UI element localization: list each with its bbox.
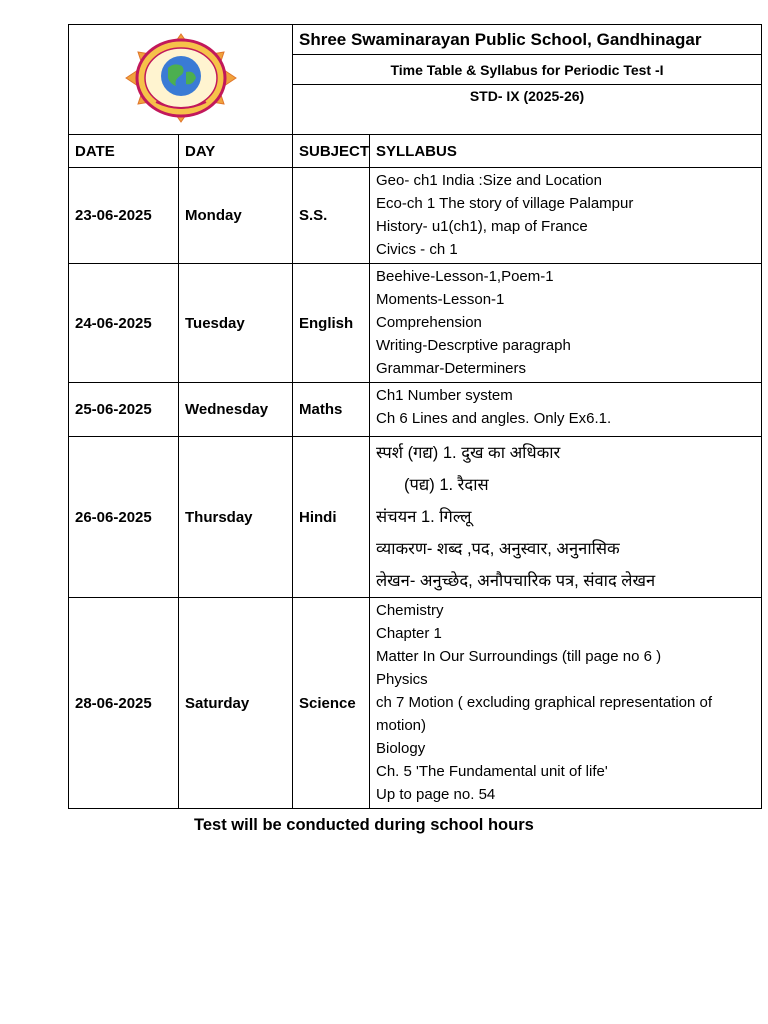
- column-header-subject: SUBJECT: [293, 135, 370, 168]
- syllabus-line: Geo- ch1 India :Size and Location: [376, 172, 602, 189]
- syllabus-line: Up to page no. 54: [376, 786, 496, 803]
- syllabus-line: Ch1 Number system: [376, 387, 513, 404]
- day-cell: Saturday: [179, 598, 293, 809]
- school-name: Shree Swaminarayan Public School, Gandhinagar: [293, 25, 762, 55]
- column-header-syllabus: SYLLABUS: [370, 135, 762, 168]
- date-cell: 26-06-2025: [69, 437, 179, 598]
- table-row: [69, 383, 762, 437]
- syllabus-line: संचयन 1. गिल्लू: [376, 508, 472, 526]
- syllabus-line: Moments-Lesson-1: [376, 291, 505, 308]
- syllabus-line: Ch. 5 'The Fundamental unit of life': [376, 763, 608, 780]
- date-cell: 24-06-2025: [69, 264, 179, 383]
- syllabus-cell: [370, 598, 762, 809]
- syllabus-line: Eco-ch 1 The story of village Palampur: [376, 195, 634, 212]
- logo-cell: [69, 25, 293, 135]
- timetable: [68, 24, 762, 809]
- column-header-day: DAY: [179, 135, 293, 168]
- syllabus-line: ch 7 Motion ( excluding graphical representation of motion): [376, 694, 713, 734]
- syllabus-line: Beehive-Lesson-1,Poem-1: [376, 268, 554, 285]
- syllabus-line: स्पर्श (गद्य) 1. दुख का अधिकार: [376, 444, 561, 462]
- syllabus-line: (पद्य) 1. रैदास: [404, 476, 489, 494]
- syllabus-cell: [370, 168, 762, 264]
- timetable-title: Time Table & Syllabus for Periodic Test -I: [293, 55, 762, 85]
- day-cell: Monday: [179, 168, 293, 264]
- syllabus-line: Comprehension: [376, 314, 482, 331]
- subject-cell: S.S.: [293, 168, 370, 264]
- syllabus-line: Chemistry: [376, 602, 444, 619]
- syllabus-line: Physics: [376, 671, 428, 688]
- day-cell: Thursday: [179, 437, 293, 598]
- syllabus-cell: [370, 264, 762, 383]
- column-header-row: [69, 135, 762, 168]
- syllabus-cell: [370, 437, 762, 598]
- footer-note: Test will be conducted during school hours: [194, 816, 534, 834]
- table-row: [69, 437, 762, 598]
- syllabus-line: व्याकरण- शब्द ,पद, अनुस्वार, अनुनासिक: [376, 540, 620, 558]
- syllabus-cell: [370, 383, 762, 437]
- subject-cell: English: [293, 264, 370, 383]
- syllabus-line: Ch 6 Lines and angles. Only Ex6.1.: [376, 410, 612, 427]
- syllabus-line: लेखन- अनुच्छेद, अनौपचारिक पत्र, संवाद लेखन: [376, 572, 656, 590]
- date-cell: 25-06-2025: [69, 383, 179, 437]
- table-row: [69, 598, 762, 809]
- standard-label: STD- IX (2025-26): [293, 85, 762, 135]
- syllabus-line: Writing-Descrptive paragraph: [376, 337, 571, 354]
- date-cell: 28-06-2025: [69, 598, 179, 809]
- table-row: [69, 264, 762, 383]
- subject-cell: Hindi: [293, 437, 370, 598]
- date-cell: 23-06-2025: [69, 168, 179, 264]
- syllabus-line: Matter In Our Surroundings (till page no 6 ): [376, 648, 662, 665]
- syllabus-line: Chapter 1: [376, 625, 442, 642]
- syllabus-line: History- u1(ch1), map of France: [376, 218, 588, 235]
- subject-cell: Science: [293, 598, 370, 809]
- school-emblem-globe-icon: [116, 32, 246, 124]
- syllabus-line: Civics - ch 1: [376, 241, 458, 258]
- syllabus-line: Biology: [376, 740, 426, 757]
- column-header-date: DATE: [69, 135, 179, 168]
- table-row: [69, 168, 762, 264]
- syllabus-line: Grammar-Determiners: [376, 360, 527, 377]
- subject-cell: Maths: [293, 383, 370, 437]
- day-cell: Tuesday: [179, 264, 293, 383]
- day-cell: Wednesday: [179, 383, 293, 437]
